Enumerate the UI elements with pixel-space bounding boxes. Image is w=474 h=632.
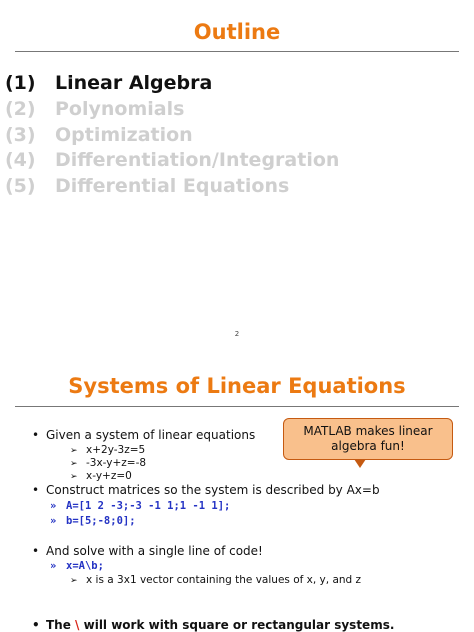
arrow-bullet-icon: ➢ xyxy=(70,459,78,469)
arrow-bullet-icon: ➢ xyxy=(70,472,78,482)
outline-item-number: (2) xyxy=(5,98,36,120)
prompt-icon: » xyxy=(50,515,57,527)
code-text: A=[1 2 -3;-3 -1 1;1 -1 1]; xyxy=(66,500,231,512)
outline-item-differential-equations xyxy=(5,175,289,197)
outline-item-label: Optimization xyxy=(55,124,193,146)
bullet-text: Given a system of linear equations xyxy=(46,428,256,442)
outline-item-linear-algebra xyxy=(5,72,212,94)
equation-text: x+2y-3z=5 xyxy=(86,444,146,456)
outline-item-polynomials xyxy=(5,98,184,120)
bullet-solve xyxy=(32,544,263,558)
outline-item-label: Linear Algebra xyxy=(55,72,213,94)
bullet-dot: • xyxy=(32,483,40,497)
outline-item-optimization xyxy=(5,124,193,146)
outline-item-number: (3) xyxy=(5,124,36,146)
outline-item-number: (4) xyxy=(5,149,36,171)
prompt-icon: » xyxy=(50,500,57,512)
bullet-dot: • xyxy=(32,618,40,632)
bullet-square-rectangular xyxy=(32,618,394,632)
bullet-construct-matrices xyxy=(32,483,380,497)
backslash-operator: \ xyxy=(75,618,80,632)
bullet-dot: • xyxy=(32,544,40,558)
outline-item-differentiation xyxy=(5,149,339,171)
solution-note xyxy=(70,574,361,586)
title-divider xyxy=(15,406,459,407)
outline-title: Outline xyxy=(193,20,281,44)
code-line-x xyxy=(50,560,104,572)
arrow-bullet-icon: ➢ xyxy=(70,576,78,586)
bullet-text: And solve with a single line of code! xyxy=(46,544,263,558)
arrow-bullet-icon: ➢ xyxy=(70,446,78,456)
code-line-b xyxy=(50,515,136,527)
code-text: x=A\b; xyxy=(66,560,104,572)
code-line-a xyxy=(50,500,230,512)
outline-item-label: Differential Equations xyxy=(55,175,290,197)
outline-item-number: (1) xyxy=(5,72,36,94)
outline-item-label: Polynomials xyxy=(55,98,185,120)
bullet-text-post: will work with square or rectangular systems. xyxy=(79,618,395,632)
equation-text: x-y+z=0 xyxy=(86,470,132,482)
prompt-icon: » xyxy=(50,560,57,572)
equation-3 xyxy=(70,470,132,482)
bullet-dot: • xyxy=(32,428,40,442)
callout-box xyxy=(283,418,453,460)
bullet-given-system xyxy=(32,428,255,442)
bullet-text: Construct matrices so the system is described by Ax=b xyxy=(46,483,380,497)
callout-text: MATLAB makes linear algebra fun! xyxy=(303,424,433,453)
page-number: 2 xyxy=(234,330,240,338)
title-divider xyxy=(15,51,459,52)
equation-text: -3x-y+z=-8 xyxy=(86,457,147,469)
equation-1 xyxy=(70,444,145,456)
outline-item-number: (5) xyxy=(5,175,36,197)
code-text: b=[5;-8;0]; xyxy=(66,515,136,527)
slide-title: Systems of Linear Equations xyxy=(68,374,406,398)
equation-2 xyxy=(70,457,146,469)
note-text: x is a 3x1 vector containing the values of x, y, and z xyxy=(86,574,362,586)
linear-equations-slide xyxy=(0,360,474,632)
bullet-text-pre: The xyxy=(46,618,76,632)
outline-item-label: Differentiation/Integration xyxy=(55,149,340,171)
